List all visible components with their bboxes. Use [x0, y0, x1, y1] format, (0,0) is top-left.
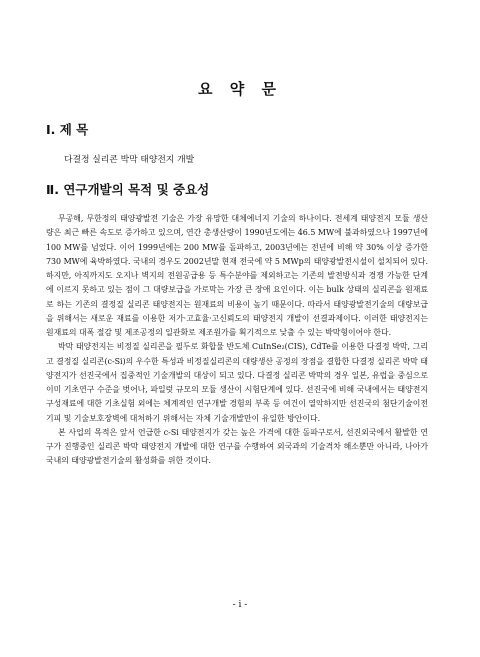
page-number: - i -: [232, 600, 248, 610]
paragraph: 본 사업의 목적은 앞서 언급한 c-Si 태양전지가 갖는 높은 가격에 대한 돌파구로서, 선진외국에서 활발한 연구가 진행중인 실리콘 박막 태양전지 개발에 대한 연구를 수행하여 외국과의 기술격차 해소뿐만 아니라, 나아가 국내의 태양광발전기술의 활성화를 위한 것이다.: [46, 427, 428, 466]
section-1-heading: Ⅰ. 제 목: [46, 122, 89, 137]
paragraph: 무공해, 무한정의 태양광발전 기술은 가장 유망한 대체에너지 기술의 하나이다. 전세계 태양전지 모듈 생산량은 최근 빠른 속도로 증가하고 있으며, 연간 총생산량이 1990년도에는 46.5 MW에 불과하였으나 1997년에 100 MW를 넘었다. 이어 1999년에는 200 MW를 돌파하고, 2003년에는 전년에 비해 약 30% 이상 증가한 730 MW에 육박하였다. 국내의 경우도 2002년말 현재 전국에 약 5 MWp의 태양광발전시설이 설치되어 있다. 하지만, 아직까지도 오지나 벽지의 전원공급용 등 특수분야를 제외하고는 기존의 발전방식과 경쟁 가능한 단계에 이르지 못하고 있는 점이 그 대량보급을 가로막는 가장 큰 장애 요인이다. 이는 bulk 상태의 실리콘을 원재료로 하는 기존의 결정질 실리콘 태양전지는 원재료의 비용이 높기 때문이다. 따라서 태양광발전기술의 대량보급을 위해서는 새로운 재료를 이용한 저가·고효율·고신뢰도의 태양전지 개발이 선결과제이다. 이러한 태양전지는 원재료의 대폭 절감 및 제조공정의 일관화로 제조원가를 획기적으로 낮출 수 있는 박막형이어야 한다.: [46, 214, 429, 337]
section-2-body: [46, 212, 428, 469]
section-1-text: 다결정 실리콘 박막 태양전지 개발: [64, 155, 195, 165]
page-title: 요 약 문: [198, 80, 282, 98]
section-2-heading: Ⅱ. 연구개발의 목적 및 중요성: [46, 182, 210, 197]
paragraph: 박막 태양전지는 비정질 실리콘을 필두로 화합물 반도체 CuInSe₂(CIS), CdTe를 이용한 다결정 박막, 그리고 결정질 실리콘(c-Si)의 우수한 특성과 비정질실리콘의 대량생산 공정의 장점을 결합한 다결정 실리콘 박막 태양전지가 선진국에서 집중적인 기술개발의 대상이 되고 있다. 다결정 실리콘 박막의 경우 일본, 유럽을 중심으로 이미 기초연구 수준을 벗어나, 파일럿 규모의 모듈 생산이 시험단계에 있다. 선진국에 비해 국내에서는 태양전지 구성재료에 대한 기초실험 외에는 체계적인 연구개발 경험의 부족 등 여건이 열악하지만 선진국의 첨단기술이전기피 및 기술보호장벽에 대처하기 위해서는 자체 기술개발만이 유일한 방안이다.: [46, 342, 428, 423]
